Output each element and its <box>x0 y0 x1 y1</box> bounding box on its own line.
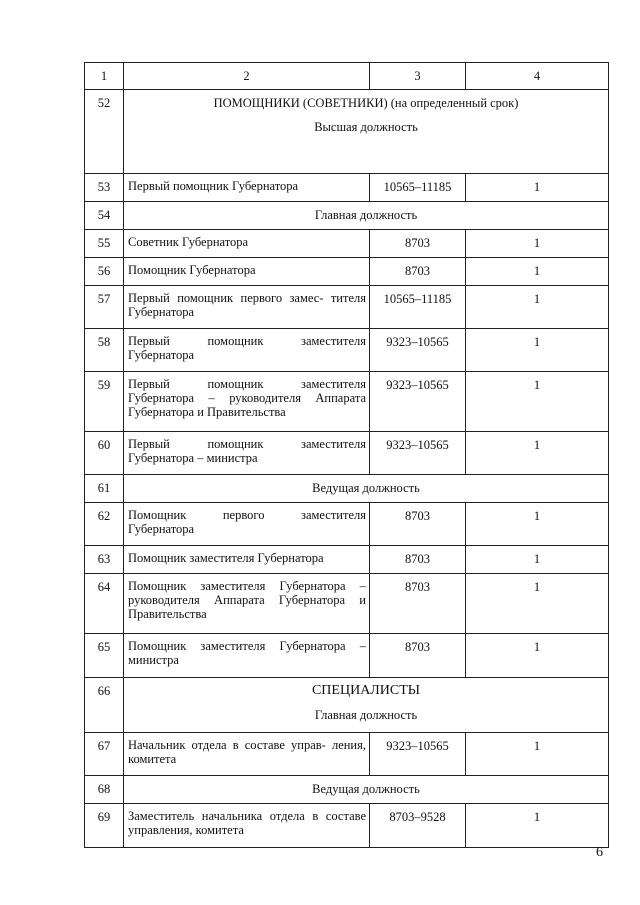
salary-range: 8703 <box>370 230 466 258</box>
section-cell <box>124 678 609 733</box>
table-row <box>85 503 609 546</box>
row-number: 69 <box>85 804 124 848</box>
salary-range: 8703 <box>370 574 466 634</box>
salary-range: 8703 <box>370 634 466 678</box>
row-number: 54 <box>85 202 124 230</box>
section-cell <box>124 90 609 174</box>
position-name: Первый помощник заместителя Губернатора <box>124 329 370 372</box>
row-number: 64 <box>85 574 124 634</box>
staffing-table <box>84 62 609 848</box>
section-cell <box>124 202 609 230</box>
position-name: Первый помощник Губернатора <box>124 174 370 202</box>
section-title: СПЕЦИАЛИСТЫ <box>311 683 421 698</box>
position-name: Советник Губернатора <box>124 230 370 258</box>
row-number: 52 <box>85 90 124 174</box>
row-number: 68 <box>85 776 124 804</box>
header-col-2: 2 <box>124 63 370 90</box>
salary-range: 10565–11185 <box>370 286 466 329</box>
table-row <box>85 174 609 202</box>
header-col-3: 3 <box>370 63 466 90</box>
staff-count: 1 <box>466 286 609 329</box>
table-row <box>85 286 609 329</box>
position-name: Заместитель начальника отдела в составе управления, комитета <box>124 804 370 848</box>
section-cell <box>124 776 609 804</box>
salary-range: 9323–10565 <box>370 329 466 372</box>
staff-count: 1 <box>466 804 609 848</box>
salary-range: 9323–10565 <box>370 432 466 475</box>
salary-range: 8703 <box>370 546 466 574</box>
table-row <box>85 804 609 848</box>
staff-count: 1 <box>466 634 609 678</box>
table-row <box>85 634 609 678</box>
staff-count: 1 <box>466 230 609 258</box>
section-subtitle: Главная должность <box>314 708 418 722</box>
table-row <box>85 230 609 258</box>
staff-count: 1 <box>466 733 609 776</box>
position-name: Первый помощник заместителя Губернатора – министра <box>124 432 370 475</box>
salary-range: 10565–11185 <box>370 174 466 202</box>
row-number: 67 <box>85 733 124 776</box>
row-number: 59 <box>85 372 124 432</box>
row-number: 55 <box>85 230 124 258</box>
staff-count: 1 <box>466 258 609 286</box>
section-subtitle: Ведущая должность <box>312 782 420 796</box>
position-name: Помощник заместителя Губернатора – руководителя Аппарата Губернатора и Правительства <box>124 574 370 634</box>
salary-range: 8703 <box>370 503 466 546</box>
staff-count: 1 <box>466 574 609 634</box>
row-number: 66 <box>85 678 124 733</box>
page-number: 6 <box>596 845 603 860</box>
row-number: 63 <box>85 546 124 574</box>
position-name: Помощник Губернатора <box>124 258 370 286</box>
section-row <box>85 776 609 804</box>
section-cell <box>124 475 609 503</box>
salary-range: 9323–10565 <box>370 372 466 432</box>
staff-count: 1 <box>466 329 609 372</box>
staff-count: 1 <box>466 372 609 432</box>
section-subtitle: Ведущая должность <box>312 481 420 495</box>
position-name: Начальник отдела в составе управ- ления, комитета <box>124 733 370 776</box>
table-row <box>85 574 609 634</box>
section-row <box>85 678 609 733</box>
section-title: ПОМОЩНИКИ (СОВЕТНИКИ) (на определенный срок) <box>213 96 519 110</box>
position-name: Первый помощник заместителя Губернатора – руководителя Аппарата Губернатора и Правительства <box>124 372 370 432</box>
row-number: 62 <box>85 503 124 546</box>
staff-count: 1 <box>466 546 609 574</box>
staff-count: 1 <box>466 432 609 475</box>
section-subtitle: Высшая должность <box>314 120 418 134</box>
row-number: 57 <box>85 286 124 329</box>
header-col-4: 4 <box>466 63 609 90</box>
staff-count: 1 <box>466 503 609 546</box>
position-name: Помощник первого заместителя Губернатора <box>124 503 370 546</box>
header-col-1: 1 <box>85 63 124 90</box>
row-number: 53 <box>85 174 124 202</box>
position-name: Помощник заместителя Губернатора – министра <box>124 634 370 678</box>
header-row <box>85 63 609 90</box>
table-row <box>85 546 609 574</box>
section-subtitle: Главная должность <box>314 208 418 222</box>
section-row <box>85 90 609 174</box>
position-name: Помощник заместителя Губернатора <box>124 546 370 574</box>
salary-range: 8703 <box>370 258 466 286</box>
row-number: 61 <box>85 475 124 503</box>
salary-range: 8703–9528 <box>370 804 466 848</box>
table-row <box>85 372 609 432</box>
table-row <box>85 329 609 372</box>
table-row <box>85 258 609 286</box>
row-number: 56 <box>85 258 124 286</box>
salary-range: 9323–10565 <box>370 733 466 776</box>
section-row <box>85 202 609 230</box>
staff-count: 1 <box>466 174 609 202</box>
table-row <box>85 733 609 776</box>
row-number: 60 <box>85 432 124 475</box>
row-number: 65 <box>85 634 124 678</box>
position-name: Первый помощник первого замес- тителя Губернатора <box>124 286 370 329</box>
row-number: 58 <box>85 329 124 372</box>
table-row <box>85 432 609 475</box>
section-row <box>85 475 609 503</box>
